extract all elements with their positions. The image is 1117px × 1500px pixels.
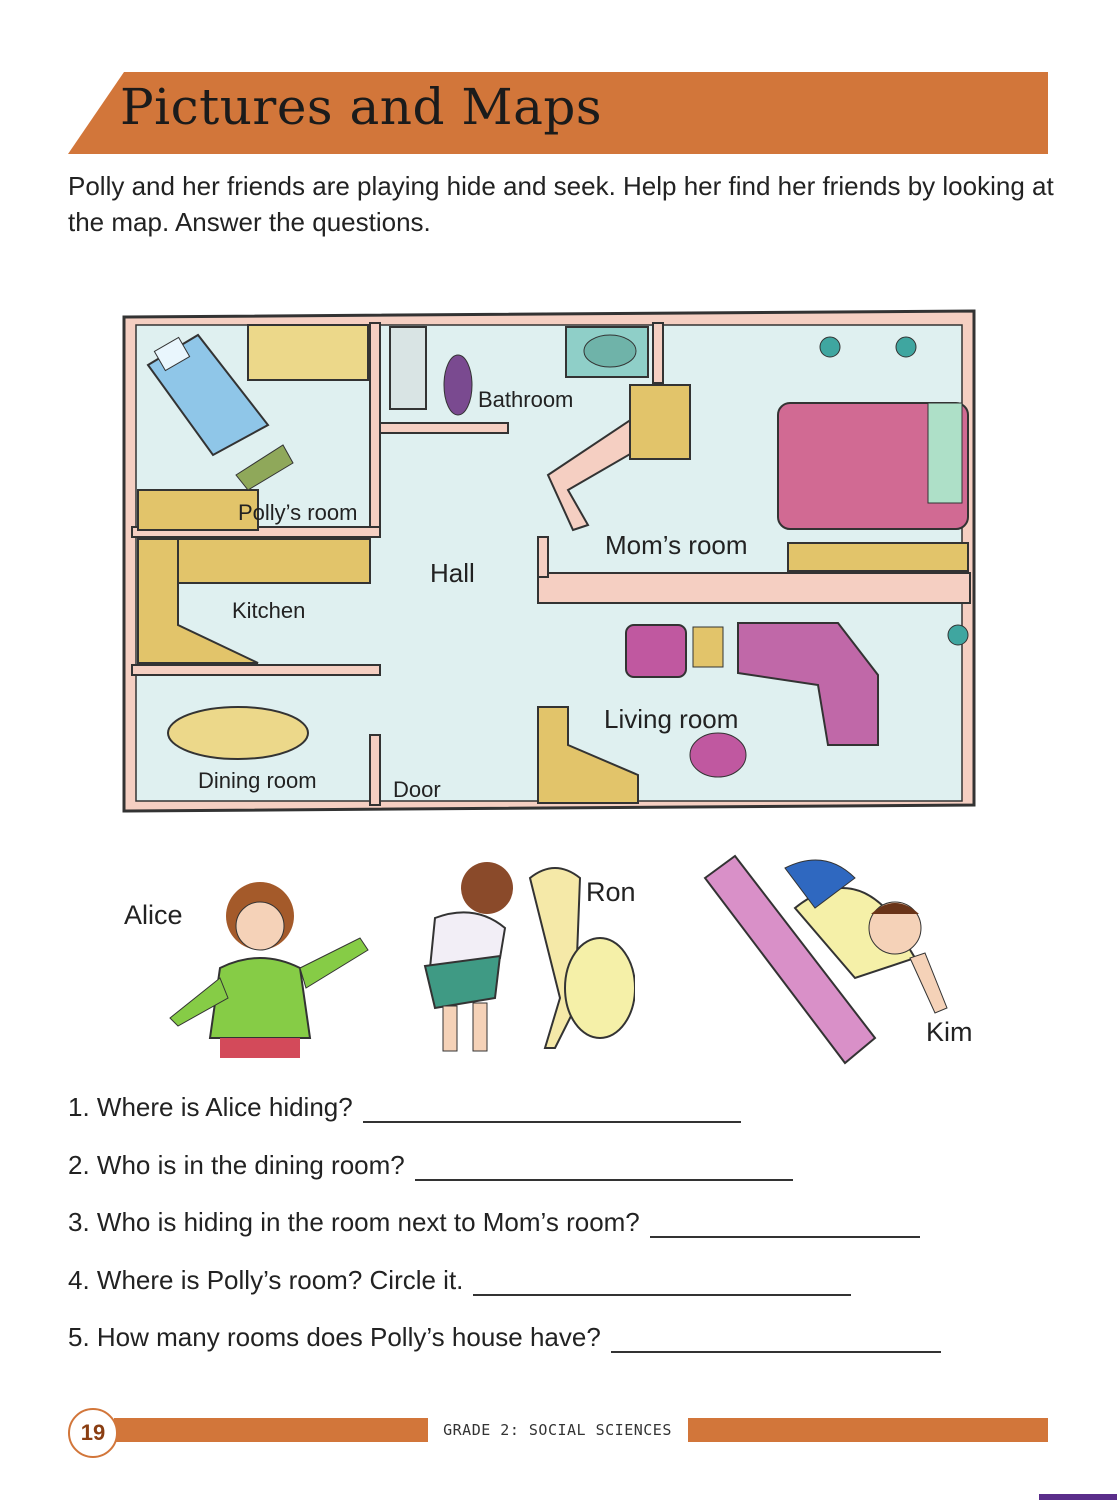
answer-line-4[interactable] — [473, 1270, 851, 1296]
kim-illustration — [695, 848, 955, 1073]
question-4 — [68, 1265, 851, 1296]
house-map — [118, 305, 978, 835]
question-2-text: 2. Who is in the dining room? — [68, 1150, 405, 1180]
answer-line-2[interactable] — [415, 1155, 793, 1181]
question-5 — [68, 1322, 941, 1353]
room-label-door: Door — [393, 777, 441, 802]
question-1 — [68, 1092, 741, 1123]
room-label-living-room: Living room — [604, 704, 739, 734]
answer-line-5[interactable] — [611, 1327, 941, 1353]
room-label-bathroom: Bathroom — [478, 387, 574, 412]
footer-bar-right — [688, 1418, 1048, 1442]
character-label-ron: Ron — [586, 877, 636, 907]
page-title: Pictures and Maps — [120, 78, 603, 136]
page-number: 19 — [68, 1408, 118, 1458]
question-5-text: 5. How many rooms does Polly’s house have? — [68, 1322, 601, 1352]
question-2 — [68, 1150, 793, 1181]
question-3-text: 3. Who is hiding in the room next to Mom’s room? — [68, 1207, 640, 1237]
corner-mark — [1039, 1494, 1117, 1500]
room-label-pollys-room: Polly’s room — [238, 500, 358, 525]
room-label-hall: Hall — [430, 558, 475, 588]
footer-subject: GRADE 2: SOCIAL SCIENCES — [443, 1421, 672, 1439]
footer-bar-left — [114, 1418, 428, 1442]
character-label-alice: Alice — [124, 900, 183, 930]
room-label-kitchen: Kitchen — [232, 598, 306, 623]
character-label-kim: Kim — [926, 1017, 973, 1047]
alice-illustration — [150, 868, 380, 1058]
question-1-text: 1. Where is Alice hiding? — [68, 1092, 353, 1122]
answer-line-3[interactable] — [650, 1212, 920, 1238]
intro-text: Polly and her friends are playing hide and seek. Help her find her friends by looking at the map. Answer the questions. — [68, 171, 1054, 237]
room-label-moms-room: Mom’s room — [605, 530, 748, 560]
room-label-dining-room: Dining room — [198, 768, 317, 793]
answer-line-1[interactable] — [363, 1097, 741, 1123]
question-3 — [68, 1207, 920, 1238]
question-4-text: 4. Where is Polly’s room? Circle it. — [68, 1265, 464, 1295]
